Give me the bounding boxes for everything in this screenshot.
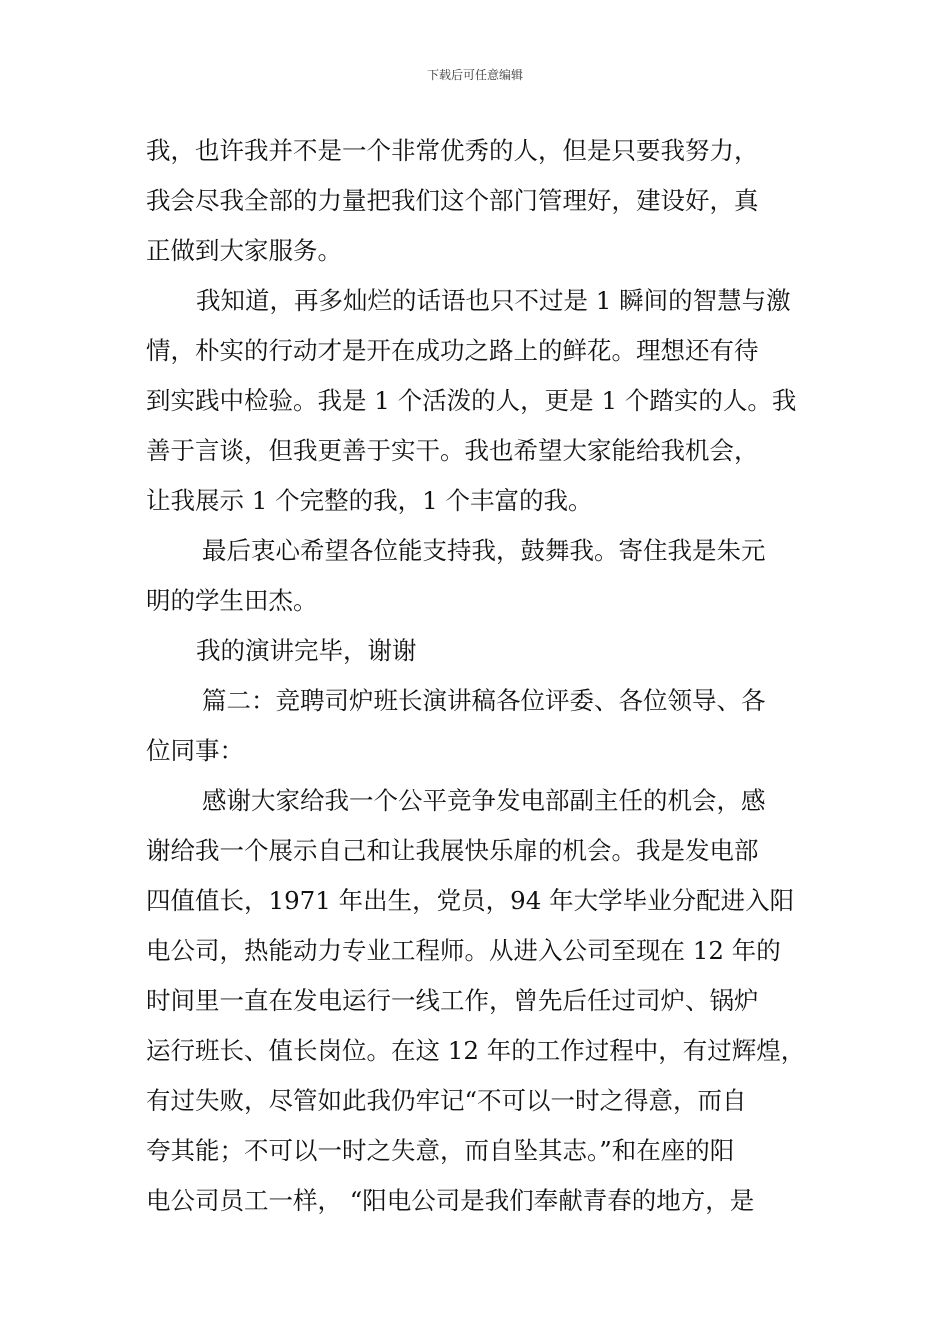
text-line: 正做到大家服务。 [146,236,342,265]
text-line: 夸其能；不可以一时之失意，而自坠其志。”和在座的阳 [146,1136,735,1165]
text-line: 善于言谈，但我更善于实干。我也希望大家能给我机会， [146,436,759,465]
text-line: 运行班长、值长岗位。在这 12 年的工作过程中，有过辉煌， [146,1036,806,1065]
text-line: 我会尽我全部的力量把我们这个部门管理好，建设好，真 [146,186,759,215]
text-line: 情，朴实的行动才是开在成功之路上的鲜花。理想还有待 [146,336,759,365]
text-line: 时间里一直在发电运行一线工作，曾先后任过司炉、锅炉 [146,986,759,1015]
text-line: 感谢大家给我一个公平竞争发电部副主任的机会，感 [202,786,766,815]
text-line: 四值值长，1971 年出生，党员，94 年大学毕业分配进入阳 [146,886,795,915]
text-line: 最后衷心希望各位能支持我，鼓舞我。寄住我是朱元 [202,536,766,565]
text-line: 我知道，再多灿烂的话语也只不过是 1 瞬间的智慧与激 [196,286,791,315]
text-line: 位同事： [146,736,244,765]
text-line: 电公司，热能动力专业工程师。从进入公司至现在 12 年的 [146,936,781,965]
text-line: 谢给我一个展示自己和让我展快乐扉的机会。我是发电部 [146,836,759,865]
document-body [146,126,822,1226]
text-line: 明的学生田杰。 [146,586,318,615]
text-line: 我，也许我并不是一个非常优秀的人，但是只要我努力， [146,136,759,165]
text-line: 电公司员工一样， “阳电公司是我们奉献青春的地方，是 [146,1186,755,1215]
text-line: 让我展示 1 个完整的我，1 个丰富的我。 [146,486,593,515]
text-line: 篇二：竞聘司炉班长演讲稿各位评委、各位领导、各 [202,686,766,715]
page-header: 下载后可任意编辑 [426,68,523,82]
text-line: 我的演讲完毕，谢谢 [196,636,417,665]
text-line: 到实践中检验。我是 1 个活泼的人，更是 1 个踏实的人。我 [146,386,797,415]
text-line: 有过失败，尽管如此我仍牢记“不可以一时之得意，而自 [146,1086,747,1115]
